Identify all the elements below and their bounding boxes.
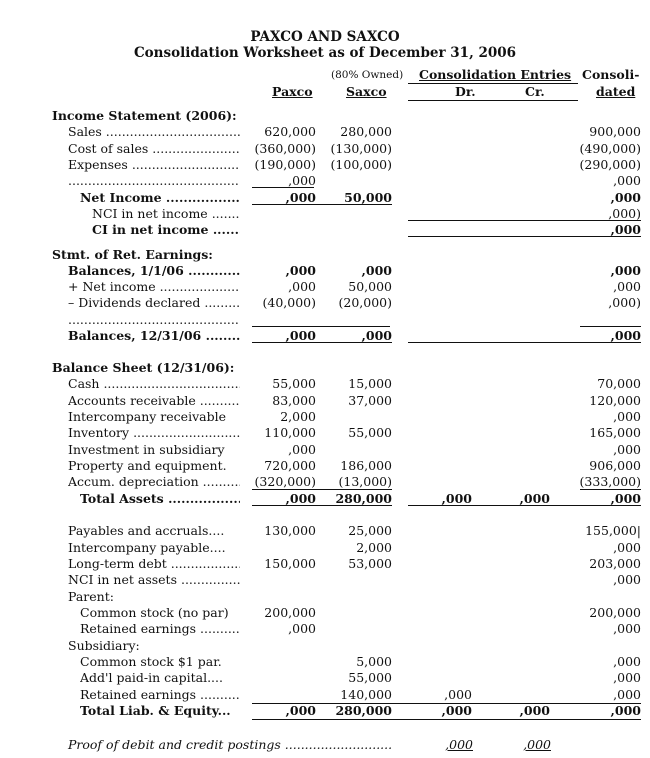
cell-cons: ,000 — [613, 279, 641, 294]
section-heading — [0, 247, 650, 264]
cell-paxco: ,000 — [285, 263, 316, 278]
proof-label: Proof of debit and credit postings ........................... — [68, 737, 393, 752]
table-row — [0, 540, 650, 557]
cell-saxco: 37,000 — [348, 393, 392, 408]
row-label: Expenses ..... — [68, 157, 240, 174]
row-label: Subsidiary: — [68, 638, 140, 653]
row-label: Payables and accruals.... — [68, 523, 225, 538]
cell-paxco: 55,000 — [272, 376, 316, 391]
cell-paxco: ,000 — [285, 703, 316, 718]
table-row — [0, 157, 650, 174]
cell-paxco: 110,000 — [264, 425, 316, 440]
row-label: Investment in subsidiary — [68, 442, 225, 457]
cell-cons: ,000 — [613, 670, 641, 685]
cell-cons: ,000) — [608, 206, 641, 221]
cell-saxco: 5,000 — [356, 654, 392, 669]
cell-saxco: (100,000) — [330, 157, 392, 172]
cell-cons: 900,000 — [589, 124, 641, 139]
cell-cons: 906,000 — [589, 458, 641, 473]
cell-saxco: 50,000 — [344, 190, 392, 205]
cell-cons: (290,000) — [579, 157, 641, 172]
dr-header: Dr. — [455, 84, 476, 99]
table-row — [0, 442, 650, 459]
cell-paxco: (320,000) — [254, 474, 316, 489]
table-row — [0, 409, 650, 426]
cell-saxco: ,000 — [361, 263, 392, 278]
row-label: Retained earnings ..... — [80, 687, 240, 704]
row-label: NCI in net income ..... — [92, 206, 240, 223]
cell-saxco: 186,000 — [340, 458, 392, 473]
row-label: Accum. depreciation ..... — [68, 474, 240, 491]
table-row — [0, 670, 650, 687]
cell-paxco: ,000 — [288, 442, 316, 457]
cell-paxco: (190,000) — [254, 157, 316, 172]
table-row — [0, 589, 650, 606]
cell-paxco: 83,000 — [272, 393, 316, 408]
owned-note: (80% Owned) — [331, 69, 404, 81]
row-label: Sales ..... — [68, 124, 240, 141]
row-label: Property and equipment. — [68, 458, 227, 473]
consolidation-entries-header: Consolidation Entries — [419, 67, 572, 82]
cell-cons: ,000 — [613, 442, 641, 457]
row-label: CI in net income ..... — [92, 222, 240, 239]
row-label: NCI in net assets ..... — [68, 572, 240, 589]
row-label: Stmt. of Ret. Earnings: — [52, 247, 213, 262]
cell-saxco: 15,000 — [348, 376, 392, 391]
cell-saxco: 50,000 — [348, 279, 392, 294]
table-row — [0, 638, 650, 655]
table-row — [0, 124, 650, 141]
cell-paxco: ,000 — [285, 328, 316, 343]
cell-saxco: (20,000) — [338, 295, 392, 310]
cell-saxco: (13,000) — [338, 474, 392, 489]
cell-paxco: (360,000) — [254, 141, 316, 156]
cell-cons: ,000 — [610, 491, 641, 506]
cell-saxco: 2,000 — [356, 540, 392, 555]
page-subtitle: Consolidation Worksheet as of December 31, 2006 — [133, 45, 517, 61]
cell-cons: ,000 — [610, 328, 641, 343]
cell-saxco: 55,000 — [348, 425, 392, 440]
cell-saxco: 55,000 — [348, 670, 392, 685]
cell-paxco: 620,000 — [264, 124, 316, 139]
cell-dr: ,000 — [444, 687, 472, 702]
cell-cons: 203,000 — [589, 556, 641, 571]
row-label: Balances, 1/1/06 ..... — [68, 263, 240, 280]
table-row — [0, 605, 650, 622]
row-label: Total Liab. & Equity... — [80, 703, 231, 718]
saxco-header: Saxco — [346, 84, 387, 99]
section-heading — [0, 360, 650, 377]
row-label: Intercompany payable.... — [68, 540, 226, 555]
cell-paxco: 200,000 — [264, 605, 316, 620]
consolidated-header-top: Consoli- — [582, 67, 640, 82]
cell-cons: ,000 — [613, 572, 641, 587]
cell-cons: (490,000) — [579, 141, 641, 156]
row-label: Long-term debt ..... — [68, 556, 240, 573]
table-row — [0, 279, 650, 296]
cell-paxco: ,000 — [285, 190, 316, 205]
cell-paxco: ,000 — [288, 279, 316, 294]
row-label — [68, 312, 240, 329]
cell-cons: ,000 — [610, 263, 641, 278]
table-row — [0, 263, 650, 280]
row-label: Total Assets ..... — [80, 491, 240, 508]
table-row — [0, 393, 650, 410]
row-label — [68, 173, 240, 190]
table-row — [0, 458, 650, 475]
table-row — [0, 572, 650, 589]
cell-paxco: 130,000 — [264, 523, 316, 538]
table-row — [0, 173, 650, 190]
row-label: Accounts receivable ..... — [68, 393, 240, 410]
proof-dr: ,000 — [445, 737, 473, 752]
row-label: Income Statement (2006): — [52, 108, 237, 123]
row-label: Common stock (no par) — [80, 605, 229, 620]
row-label: Inventory ..... — [68, 425, 240, 442]
cell-dr: ,000 — [441, 703, 472, 718]
paxco-header: Paxco — [272, 84, 313, 99]
cell-cons: 70,000 — [597, 376, 641, 391]
cell-paxco: (40,000) — [262, 295, 316, 310]
cell-cons: ,000 — [613, 173, 641, 188]
table-row — [0, 687, 650, 704]
row-label: + Net income ..... — [68, 279, 240, 296]
row-label: Balances, 12/31/06 ..... — [68, 328, 240, 345]
cell-paxco: ,000 — [285, 491, 316, 506]
row-label: Cost of sales ..... — [68, 141, 240, 158]
cell-cons: ,000 — [613, 409, 641, 424]
cell-paxco: 720,000 — [264, 458, 316, 473]
cell-cr: ,000 — [519, 703, 550, 718]
cell-cons: ,000 — [613, 621, 641, 636]
table-row — [0, 425, 650, 442]
table-row — [0, 621, 650, 638]
cell-cons: 155,000| — [585, 523, 641, 538]
cell-dr: ,000 — [441, 491, 472, 506]
row-label: Parent: — [68, 589, 114, 604]
row-label: Common stock $1 par. — [80, 654, 222, 669]
entries-columns-underline — [408, 100, 578, 101]
cell-cons: ,000 — [613, 654, 641, 669]
cell-cons: ,000 — [610, 190, 641, 205]
cell-saxco: 280,000 — [340, 124, 392, 139]
cell-cons: 120,000 — [589, 393, 641, 408]
cell-cons: ,000 — [613, 687, 641, 702]
cell-saxco: 140,000 — [340, 687, 392, 702]
proof-cr: ,000 — [523, 737, 551, 752]
row-label: – Dividends declared ..... — [68, 295, 240, 312]
cell-cons: 165,000 — [589, 425, 641, 440]
cell-saxco: 53,000 — [348, 556, 392, 571]
cell-cons: ,000 — [613, 540, 641, 555]
row-label: Balance Sheet (12/31/06): — [52, 360, 235, 375]
cell-cons: ,000 — [610, 703, 641, 718]
table-row — [0, 376, 650, 393]
section-heading — [0, 108, 650, 125]
row-label: Add'l paid-in capital.... — [80, 670, 223, 685]
row-label: Cash ..... — [68, 376, 240, 393]
row-label: Intercompany receivable — [68, 409, 226, 424]
row-label: Net Income ..... — [80, 190, 240, 207]
entries-header-underline — [408, 83, 578, 84]
cell-paxco: ,000 — [288, 173, 316, 188]
cr-header: Cr. — [525, 84, 545, 99]
cell-saxco: 280,000 — [335, 703, 392, 718]
cell-cr: ,000 — [519, 491, 550, 506]
cell-saxco: 280,000 — [335, 491, 392, 506]
cell-paxco: ,000 — [288, 621, 316, 636]
cell-cons: (333,000) — [579, 474, 641, 489]
cell-cons: ,000 — [610, 222, 641, 237]
cell-paxco: 150,000 — [264, 556, 316, 571]
table-row — [0, 654, 650, 671]
table-row — [0, 556, 650, 573]
cell-saxco: 25,000 — [348, 523, 392, 538]
table-row — [0, 141, 650, 158]
table-row — [0, 523, 650, 540]
table-row — [0, 295, 650, 312]
cell-cons: 200,000 — [589, 605, 641, 620]
row-label: Retained earnings ..... — [80, 621, 240, 638]
cell-saxco: (130,000) — [330, 141, 392, 156]
cell-paxco: 2,000 — [280, 409, 316, 424]
consolidated-header-bottom: dated — [596, 84, 636, 99]
page-title: PAXCO AND SAXCO — [250, 29, 400, 45]
cell-saxco: ,000 — [361, 328, 392, 343]
table-row — [0, 703, 650, 720]
cell-cons: ,000) — [608, 295, 641, 310]
